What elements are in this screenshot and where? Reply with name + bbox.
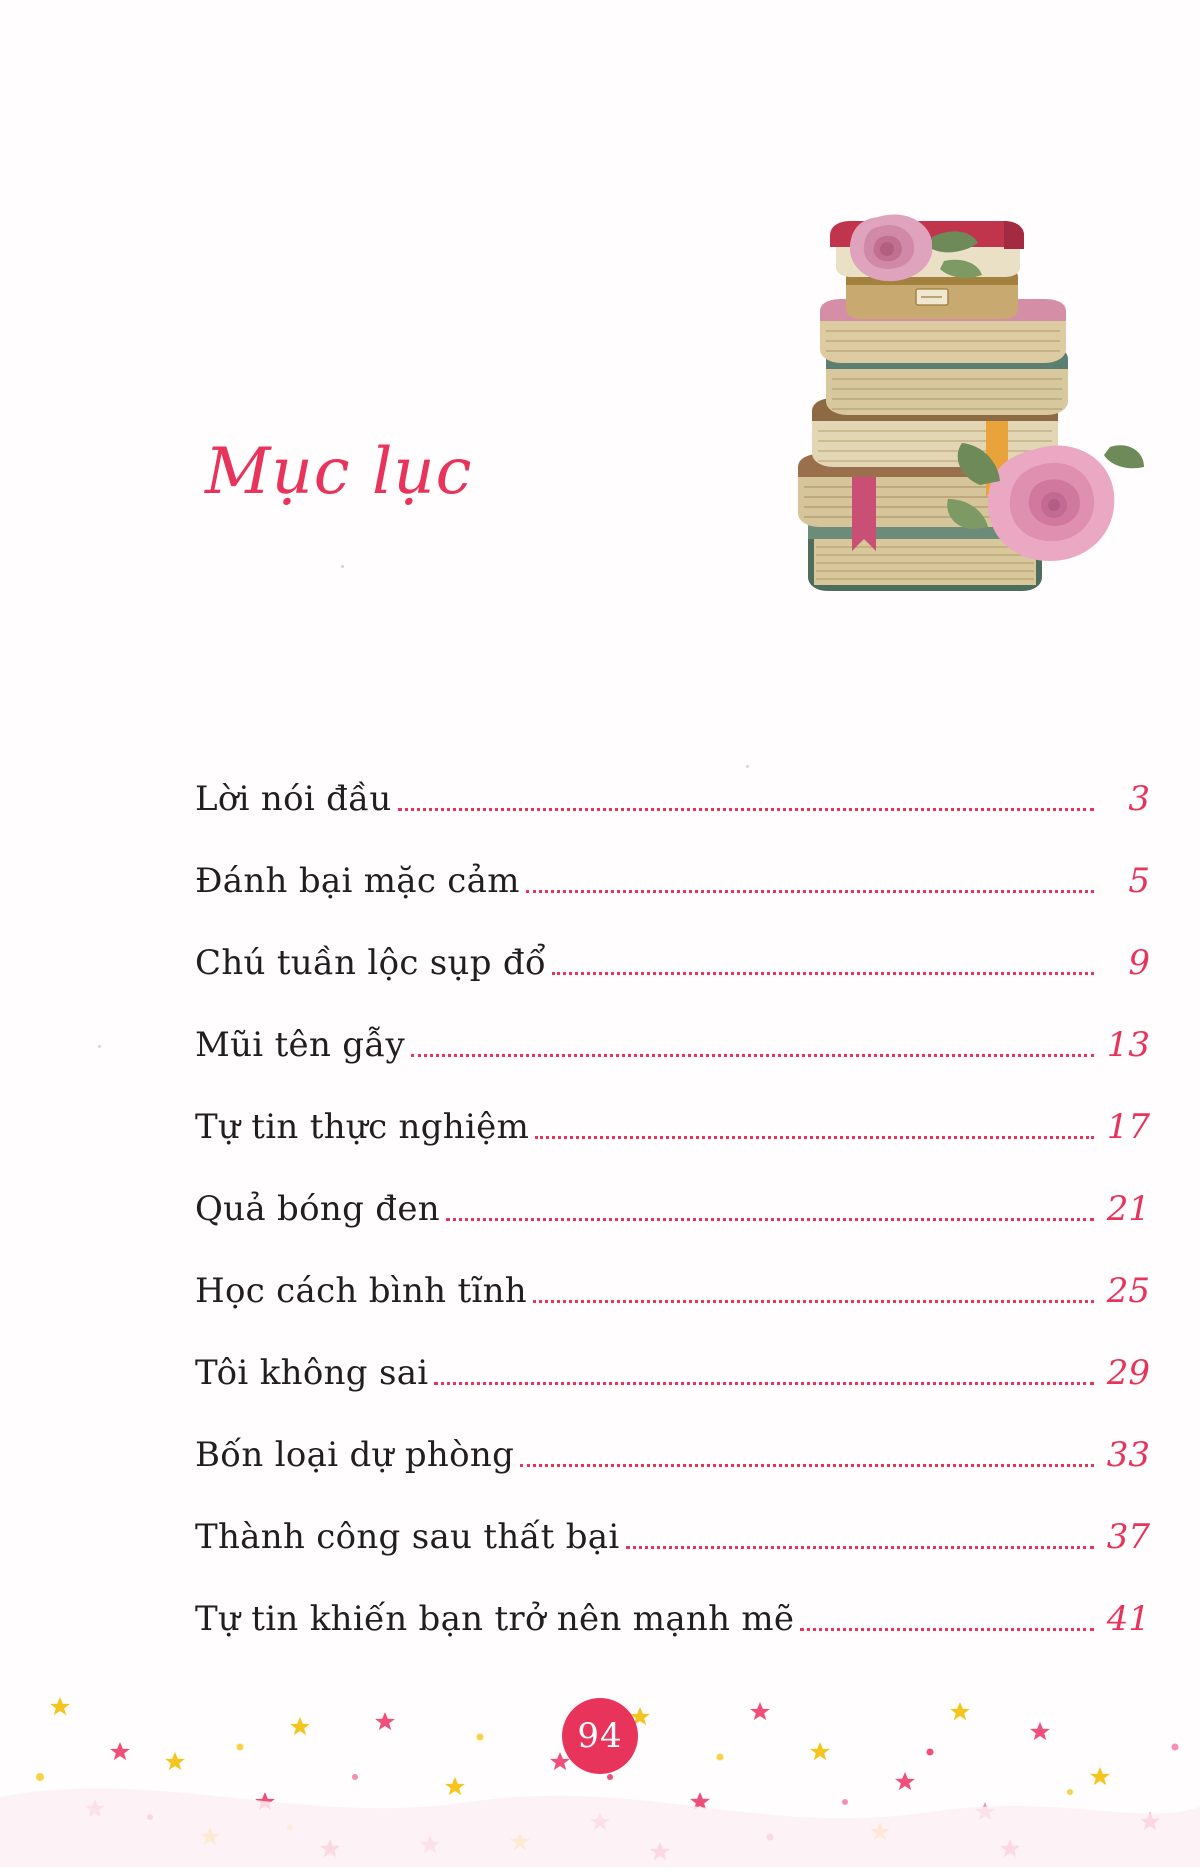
list-item[interactable] [195, 1237, 1150, 1319]
toc-entry-label: Lời nói đầu [195, 779, 392, 819]
leader-dots [800, 1628, 1094, 1631]
leader-dots [398, 808, 1094, 811]
toc-entry-page: 37 [1106, 1517, 1150, 1557]
list-item[interactable] [195, 745, 1150, 827]
toc-entry-label: Tôi không sai [195, 1353, 429, 1393]
toc-entry-page: 33 [1106, 1435, 1150, 1475]
paper-speck [98, 1045, 101, 1048]
toc-entry-page: 17 [1106, 1107, 1150, 1147]
leader-dots [533, 1300, 1094, 1303]
leader-dots [552, 972, 1094, 975]
paper-speck [341, 565, 344, 568]
toc-entry-label: Tự tin thực nghiệm [195, 1107, 530, 1147]
list-item[interactable] [195, 909, 1150, 991]
toc-entry-label: Bốn loại dự phòng [195, 1435, 515, 1475]
list-item[interactable] [195, 1483, 1150, 1565]
toc-entry-page: 21 [1106, 1189, 1150, 1229]
toc-entry-page: 41 [1106, 1599, 1150, 1639]
leader-dots [535, 1136, 1094, 1139]
list-item[interactable] [195, 1401, 1150, 1483]
leader-dots [411, 1054, 1094, 1057]
list-item[interactable] [195, 827, 1150, 909]
list-item[interactable] [195, 1319, 1150, 1401]
toc-entry-label: Chú tuần lộc sụp đổ [195, 943, 547, 983]
leader-dots [520, 1464, 1094, 1467]
toc-entry-label: Đánh bại mặc cảm [195, 861, 520, 901]
toc-entry-page: 29 [1106, 1353, 1150, 1393]
toc-entry-label: Tự tin khiến bạn trở nên mạnh mẽ [195, 1599, 795, 1639]
list-item[interactable] [195, 1155, 1150, 1237]
toc-entry-page: 13 [1106, 1025, 1150, 1065]
toc-entry-page: 9 [1128, 943, 1150, 983]
toc-entry-label: Học cách bình tĩnh [195, 1271, 528, 1311]
toc-entry-page: 25 [1106, 1271, 1150, 1311]
toc-entry-page: 5 [1128, 861, 1150, 901]
stack-of-books-with-roses-illustration [790, 205, 1160, 625]
list-item[interactable] [195, 991, 1150, 1073]
list-item[interactable] [195, 1565, 1150, 1647]
leader-dots [434, 1382, 1094, 1385]
toc-entry-page: 3 [1128, 779, 1150, 819]
leader-dots [526, 890, 1094, 893]
leader-dots [446, 1218, 1094, 1221]
list-item[interactable] [195, 1073, 1150, 1155]
page-title: Mục lục [205, 435, 473, 509]
leader-dots [626, 1546, 1094, 1549]
toc-entry-label: Thành công sau thất bại [195, 1517, 620, 1557]
paper-speck [746, 765, 749, 768]
toc-entry-label: Quả bóng đen [195, 1189, 440, 1229]
toc-entry-label: Mũi tên gẫy [195, 1025, 405, 1065]
table-of-contents [195, 745, 1150, 1647]
page-number-badge: 94 [562, 1698, 638, 1774]
